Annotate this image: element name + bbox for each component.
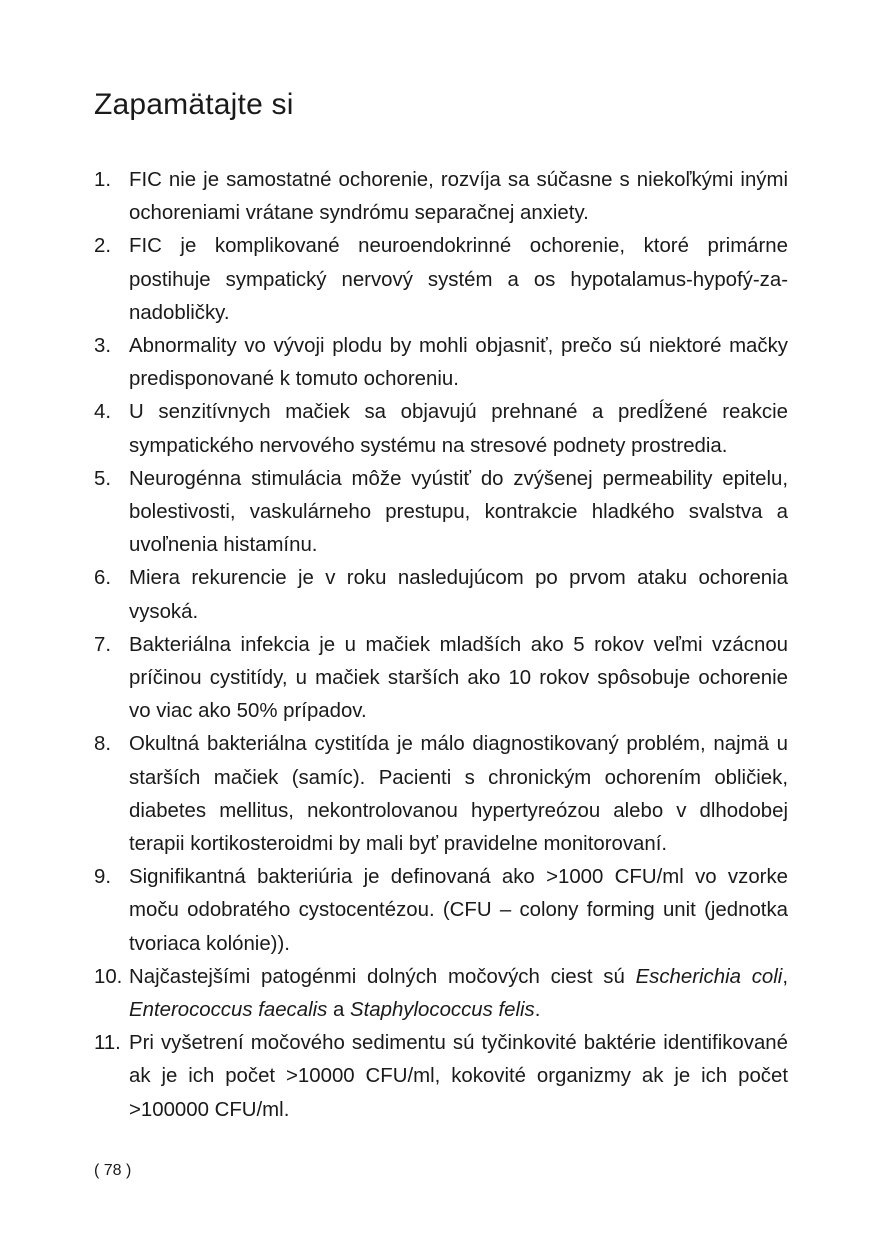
list-item [94,396,788,462]
list-item-text [129,866,788,954]
page-content [94,86,788,1127]
text-run: , [782,965,788,988]
list-item-text [129,401,788,456]
list-item [94,861,788,961]
text-run: Signifikantná bakteriúria je definovaná ako >1000 CFU/ml vo vzorke moču odobratého cystocentézou. (CFU – colony forming unit (jednotka tvoriaca kolónie)). [129,866,788,955]
list-item-number: 2. [94,235,112,258]
list-item-number: 10. [94,965,123,988]
text-run: Pri vyšetrení močového sedimentu sú tyčinkovité baktérie identifikované ak je ich počet >10000 CFU/ml, kokovité organizmy ak je ich počet >100000 CFU/ml. [129,1032,788,1121]
text-run: U senzitívnych mačiek sa objavujú prehnané a predĺžené reakcie sympatického nervového systému na stresové podnety prostredia. [129,401,788,457]
list-item-text [129,468,788,556]
list-item [94,961,788,1027]
list-item-text [129,1032,788,1120]
list-item [94,463,788,563]
list-item [94,728,788,861]
text-run: Miera rekurencie je v roku nasledujúcom po prvom ataku ochorenia vysoká. [129,567,788,623]
list-item-number: 3. [94,335,112,358]
list-item-number: 11. [94,1032,121,1055]
italic-term: Escherichia coli [635,965,783,988]
page-title: Zapamätajte si [94,88,294,121]
list-item-text [129,235,788,323]
text-run: Bakteriálna infekcia je u mačiek mladších ako 5 rokov veľmi vzácnou príčinou cystitídy, u mačiek starších ako 10 rokov spôsobuje ochorenie vo viac ako 50% prípadov. [129,633,788,723]
list-item [94,330,788,396]
text-run: FIC je komplikované neuroendokrinné ochorenie, ktoré primárne postihuje sympatický nervový systém a os hypotalamus-hypofý-za-nadobličky. [129,235,788,324]
italic-term: Staphylococcus felis [350,999,535,1022]
list-item-number: 1. [94,169,112,191]
italic-term: Enterococcus faecalis [129,999,328,1022]
text-run: Neurogénna stimulácia môže vyústiť do zvýšenej permeability epitelu, bolestivosti, vaskulárneho prestupu, kontrakcie hladkého svalstva a uvoľnenia histamínu. [129,467,788,557]
list-item-number: 8. [94,733,112,756]
list-item-text [129,169,788,224]
text-run: Abnormality vo vývoji plodu by mohli objasniť, prečo sú niektoré mačky predisponované k tomuto ochoreniu. [129,335,788,391]
page-number: ( 78 ) [94,1162,132,1179]
list-item-text [129,567,788,622]
text-run: Najčastejšími patogénmi dolných močových ciest sú [129,965,636,988]
list-item-number: 4. [94,401,112,424]
text-run: FIC nie je samostatné ochorenie, rozvíja sa súčasne s niekoľkými inými ochoreniami vrátane syndrómu separačnej anxiety. [129,169,788,225]
list-item-text [129,634,788,722]
list-item-number: 6. [94,567,112,590]
text-run: Okultná bakteriálna cystitída je málo diagnostikovaný problém, najmä u starších mačiek (samíc). Pacienti s chronickým ochorením obličiek, diabetes mellitus, nekontrolovanou hypertyreózou alebo v dlhodobej terapii kortikosteroidmi by mali byť pravidelne monitorovaní. [129,733,788,856]
list-item-number: 9. [94,866,112,889]
list-item [94,1027,788,1127]
list-item-text [129,335,788,390]
text-run: a [327,999,351,1022]
list-item [94,629,788,729]
list-item-text [129,966,788,1021]
list-item-number: 7. [94,633,112,656]
list-item-number: 5. [94,467,112,490]
list-item [94,562,788,628]
numbered-list [94,164,788,1127]
list-item [94,164,788,230]
list-item-text [129,733,788,855]
text-run: . [534,999,541,1022]
list-item [94,230,788,330]
